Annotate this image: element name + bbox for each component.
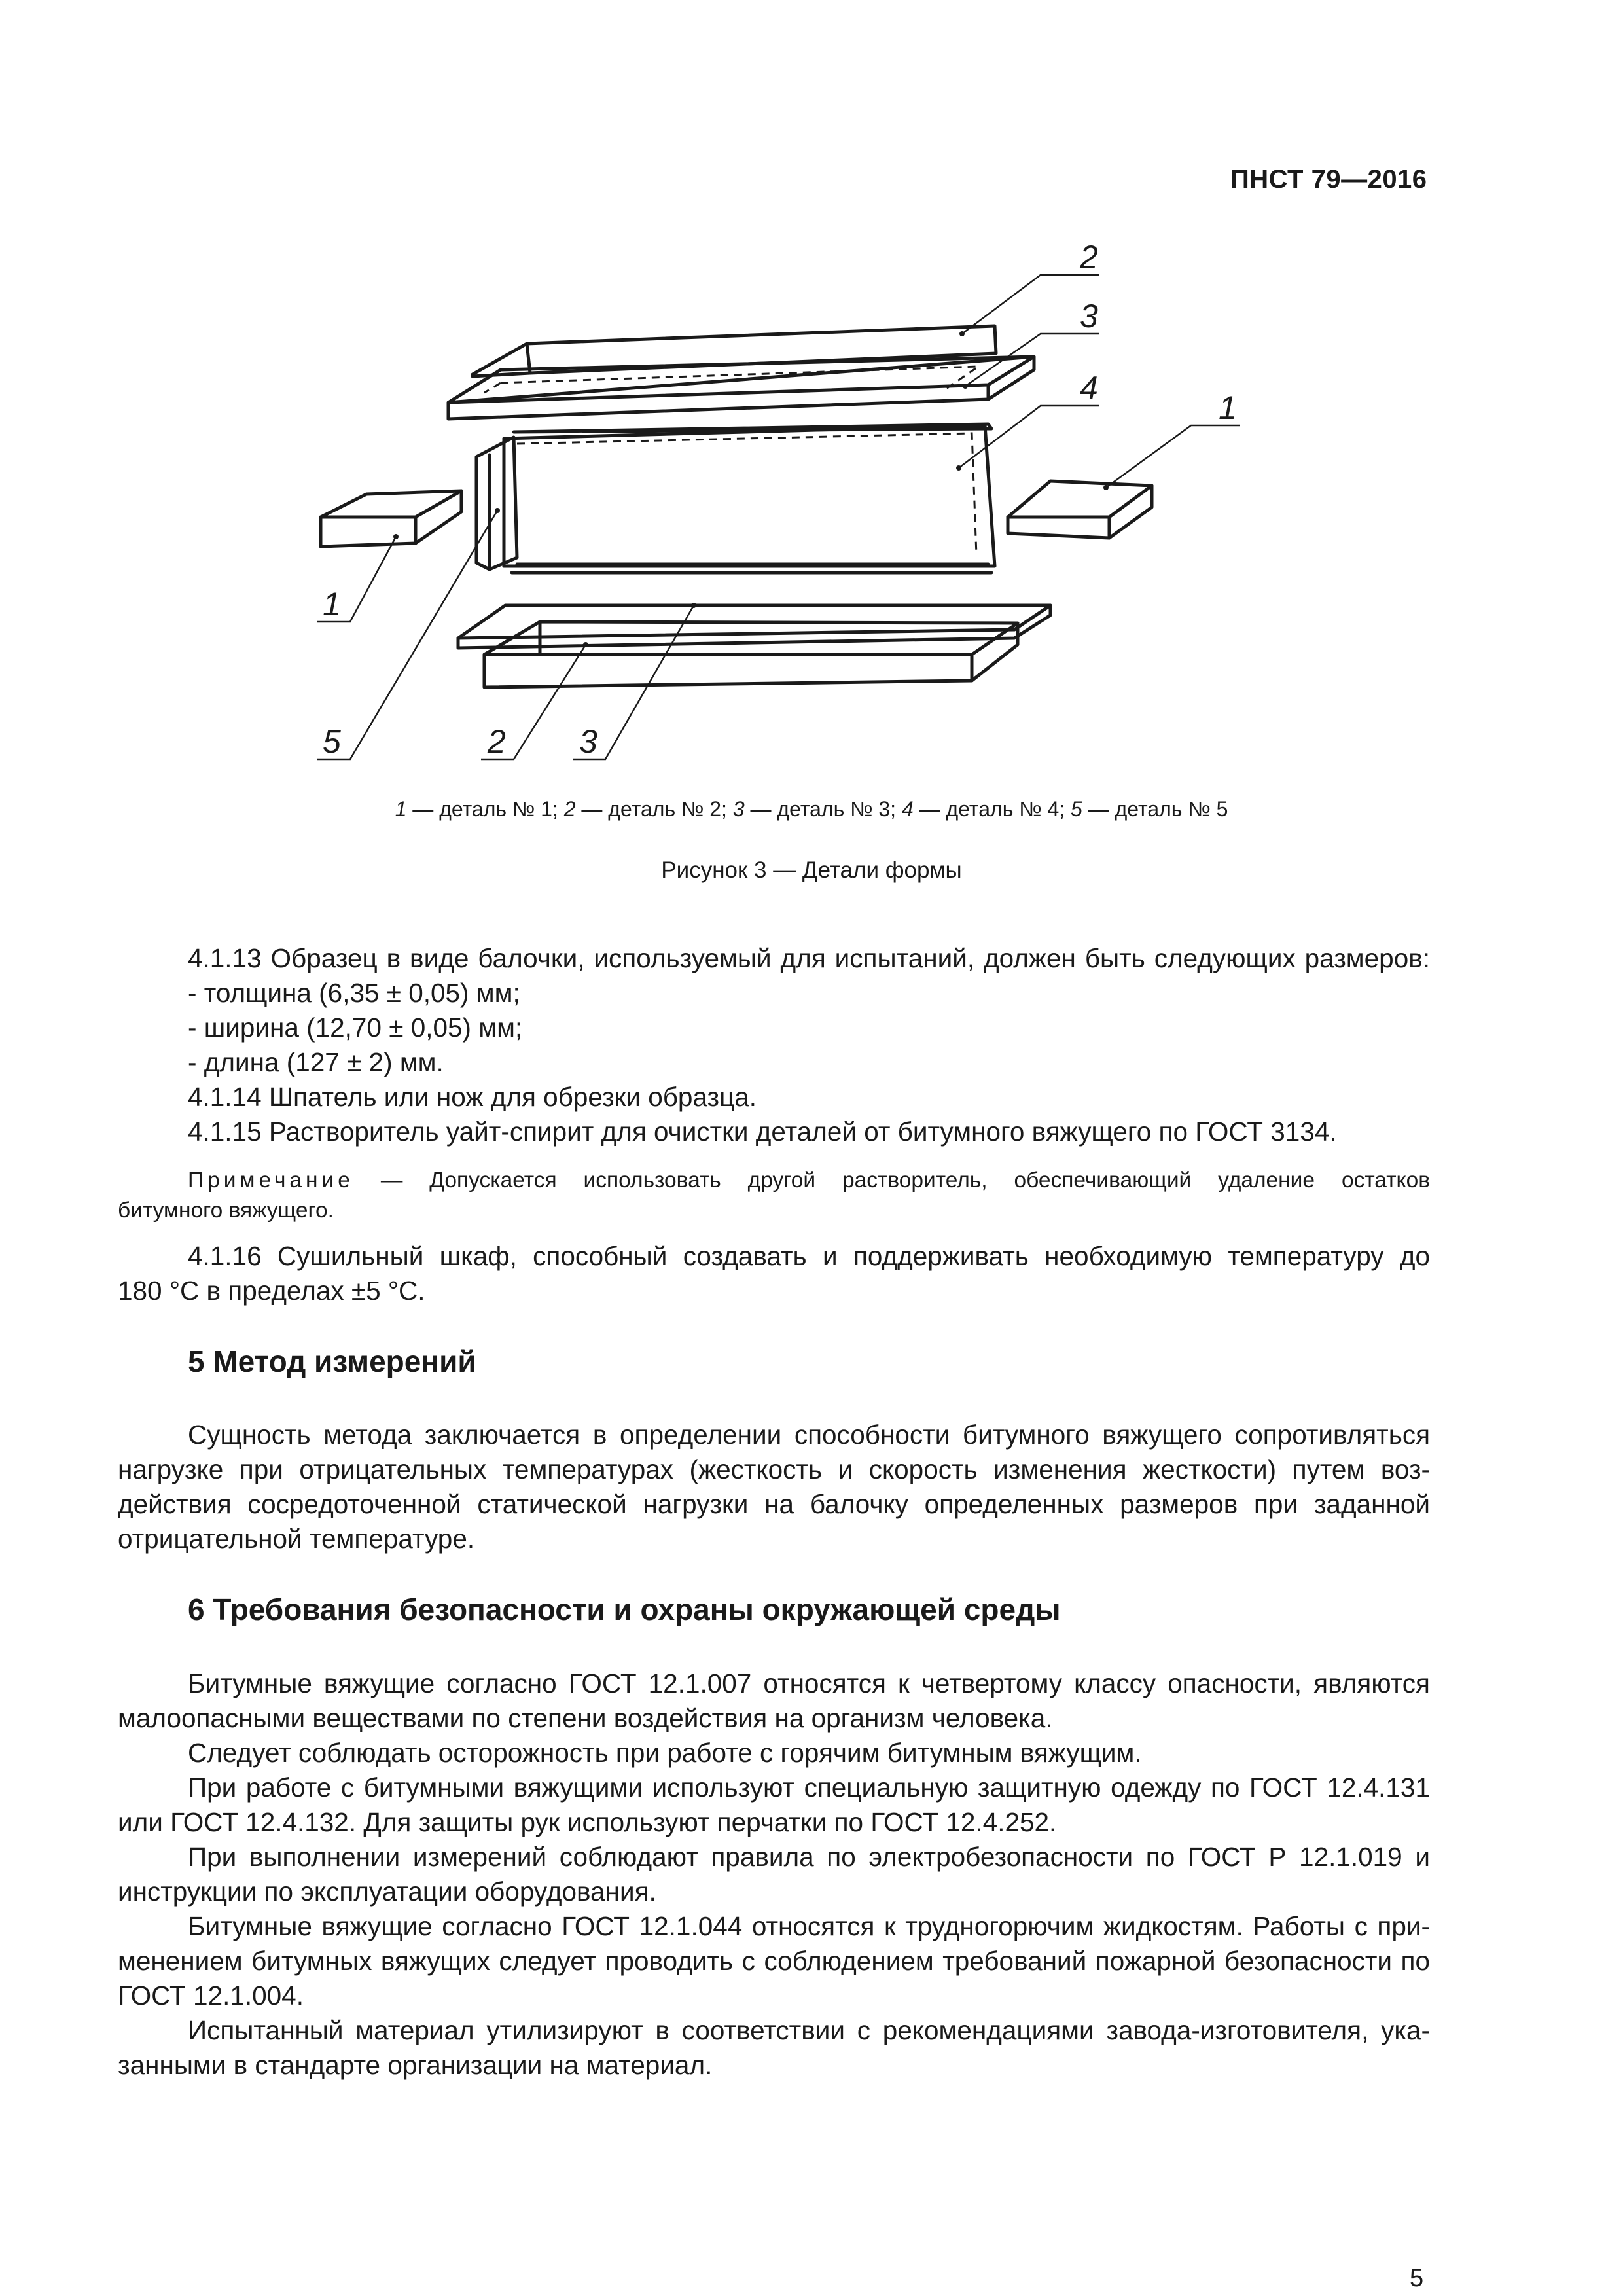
note-label: Примечание bbox=[188, 1168, 354, 1193]
legend-text: — деталь № 4; bbox=[913, 797, 1071, 821]
part-4-drawing bbox=[504, 424, 995, 573]
legend-num: 3 bbox=[732, 797, 745, 821]
note-line-2: битумного вяжущего. bbox=[118, 1198, 334, 1223]
label-part-4: 4 bbox=[1080, 370, 1098, 406]
part-1-left-drawing bbox=[321, 491, 461, 547]
paragraph-line: При работе с битумными вяжущими используют специальную защитную одежду по ГОСТ 12.4.131 bbox=[188, 1772, 1430, 1803]
label-part-5: 5 bbox=[323, 723, 341, 760]
part-3-bottom-drawing bbox=[458, 605, 1050, 648]
figure-legend bbox=[0, 797, 1623, 821]
mould-parts-drawing bbox=[288, 232, 1270, 769]
label-part-2-bottom: 2 bbox=[488, 723, 506, 760]
list-item: - толщина (6,35 ± 0,05) мм; bbox=[188, 978, 520, 1008]
paragraph-line: Битумные вяжущие согласно ГОСТ 12.1.007 относятся к четвертому классу опасности, являются bbox=[188, 1668, 1430, 1698]
legend-num: 2 bbox=[563, 797, 576, 821]
legend-text: — деталь № 5 bbox=[1082, 797, 1228, 821]
legend-num: 5 bbox=[1071, 797, 1082, 821]
paragraph-line: менением битумных вяжущих следует проводить с соблюдением требований пожарной безопасности по bbox=[118, 1946, 1430, 1976]
paragraph-line: Сущность метода заключается в определении способности битумного вяжущего сопротивляться bbox=[188, 1420, 1430, 1450]
page-number: 5 bbox=[1410, 2265, 1424, 2292]
paragraph-line: нагрузке при отрицательных температурах (жесткость и скорость изменения жесткости) путем воз- bbox=[118, 1454, 1430, 1484]
label-part-1-right: 1 bbox=[1219, 389, 1237, 426]
legend-num: 4 bbox=[901, 797, 914, 821]
legend-text: — деталь № 1; bbox=[406, 797, 564, 821]
clause-4-1-15: 4.1.15 Растворитель уайт-спирит для очистки деталей от битумного вяжущего по ГОСТ 3134. bbox=[188, 1117, 1337, 1147]
paragraph-line: Испытанный материал утилизируют в соответствии с рекомендациями завода-изготовителя, ука- bbox=[188, 2015, 1430, 2045]
label-part-3-bottom: 3 bbox=[579, 723, 597, 760]
section-6-heading: 6 Требования безопасности и охраны окружающей среды bbox=[188, 1592, 1061, 1626]
label-part-1-left: 1 bbox=[323, 586, 341, 622]
clause-4-1-13: 4.1.13 Образец в виде балочки, используемый для испытаний, должен быть следующих размеров: bbox=[188, 943, 1430, 973]
clause-4-1-14: 4.1.14 Шпатель или нож для обрезки образца. bbox=[188, 1082, 757, 1112]
list-item: - длина (127 ± 2) мм. bbox=[188, 1047, 444, 1077]
legend-text: — деталь № 3; bbox=[744, 797, 902, 821]
clause-4-1-16-cont: 180 °С в пределах ±5 °С. bbox=[118, 1276, 425, 1306]
paragraph-line: или ГОСТ 12.4.132. Для защиты рук используют перчатки по ГОСТ 12.4.252. bbox=[118, 1807, 1057, 1837]
label-part-2-top: 2 bbox=[1080, 239, 1098, 276]
paragraph-line: инструкции по эксплуатации оборудования. bbox=[118, 1876, 656, 1907]
part-5-drawing bbox=[476, 437, 517, 569]
paragraph-line: действия сосредоточенной статической нагрузки на балочку определенных размеров при заданной bbox=[118, 1489, 1430, 1519]
note-text: — Допускается использовать другой растворитель, обеспечивающий удаление остатков bbox=[353, 1168, 1430, 1193]
paragraph-line: занными в стандарте организации на материал. bbox=[118, 2050, 713, 2080]
label-part-3-top: 3 bbox=[1080, 298, 1098, 334]
paragraph-line: Следует соблюдать осторожность при работе с горячим битумным вяжущим. bbox=[188, 1738, 1142, 1768]
paragraph-line: При выполнении измерений соблюдают правила по электробезопасности по ГОСТ Р 12.1.019 и bbox=[188, 1842, 1430, 1872]
figure-caption: Рисунок 3 — Детали формы bbox=[661, 857, 962, 883]
legend-text: — деталь № 2; bbox=[575, 797, 733, 821]
paragraph-line: малоопасными веществами по степени воздействия на организм человека. bbox=[118, 1703, 1053, 1733]
paragraph-line: Битумные вяжущие согласно ГОСТ 12.1.044 относятся к трудногорючим жидкостям. Работы с при- bbox=[188, 1911, 1430, 1941]
list-item: - ширина (12,70 ± 0,05) мм; bbox=[188, 1013, 523, 1043]
part-3-top-drawing bbox=[448, 357, 1034, 419]
document-code: ПНСТ 79—2016 bbox=[1230, 165, 1427, 194]
part-1-right-drawing bbox=[1008, 481, 1152, 538]
section-5-heading: 5 Метод измерений bbox=[188, 1344, 476, 1378]
paragraph-line: отрицательной температуре. bbox=[118, 1524, 475, 1554]
legend-num: 1 bbox=[395, 797, 407, 821]
paragraph-line: ГОСТ 12.1.004. bbox=[118, 1981, 304, 2011]
clause-4-1-16: 4.1.16 Сушильный шкаф, способный создавать и поддерживать необходимую температуру до bbox=[188, 1241, 1430, 1271]
note-line-1 bbox=[188, 1167, 1430, 1194]
